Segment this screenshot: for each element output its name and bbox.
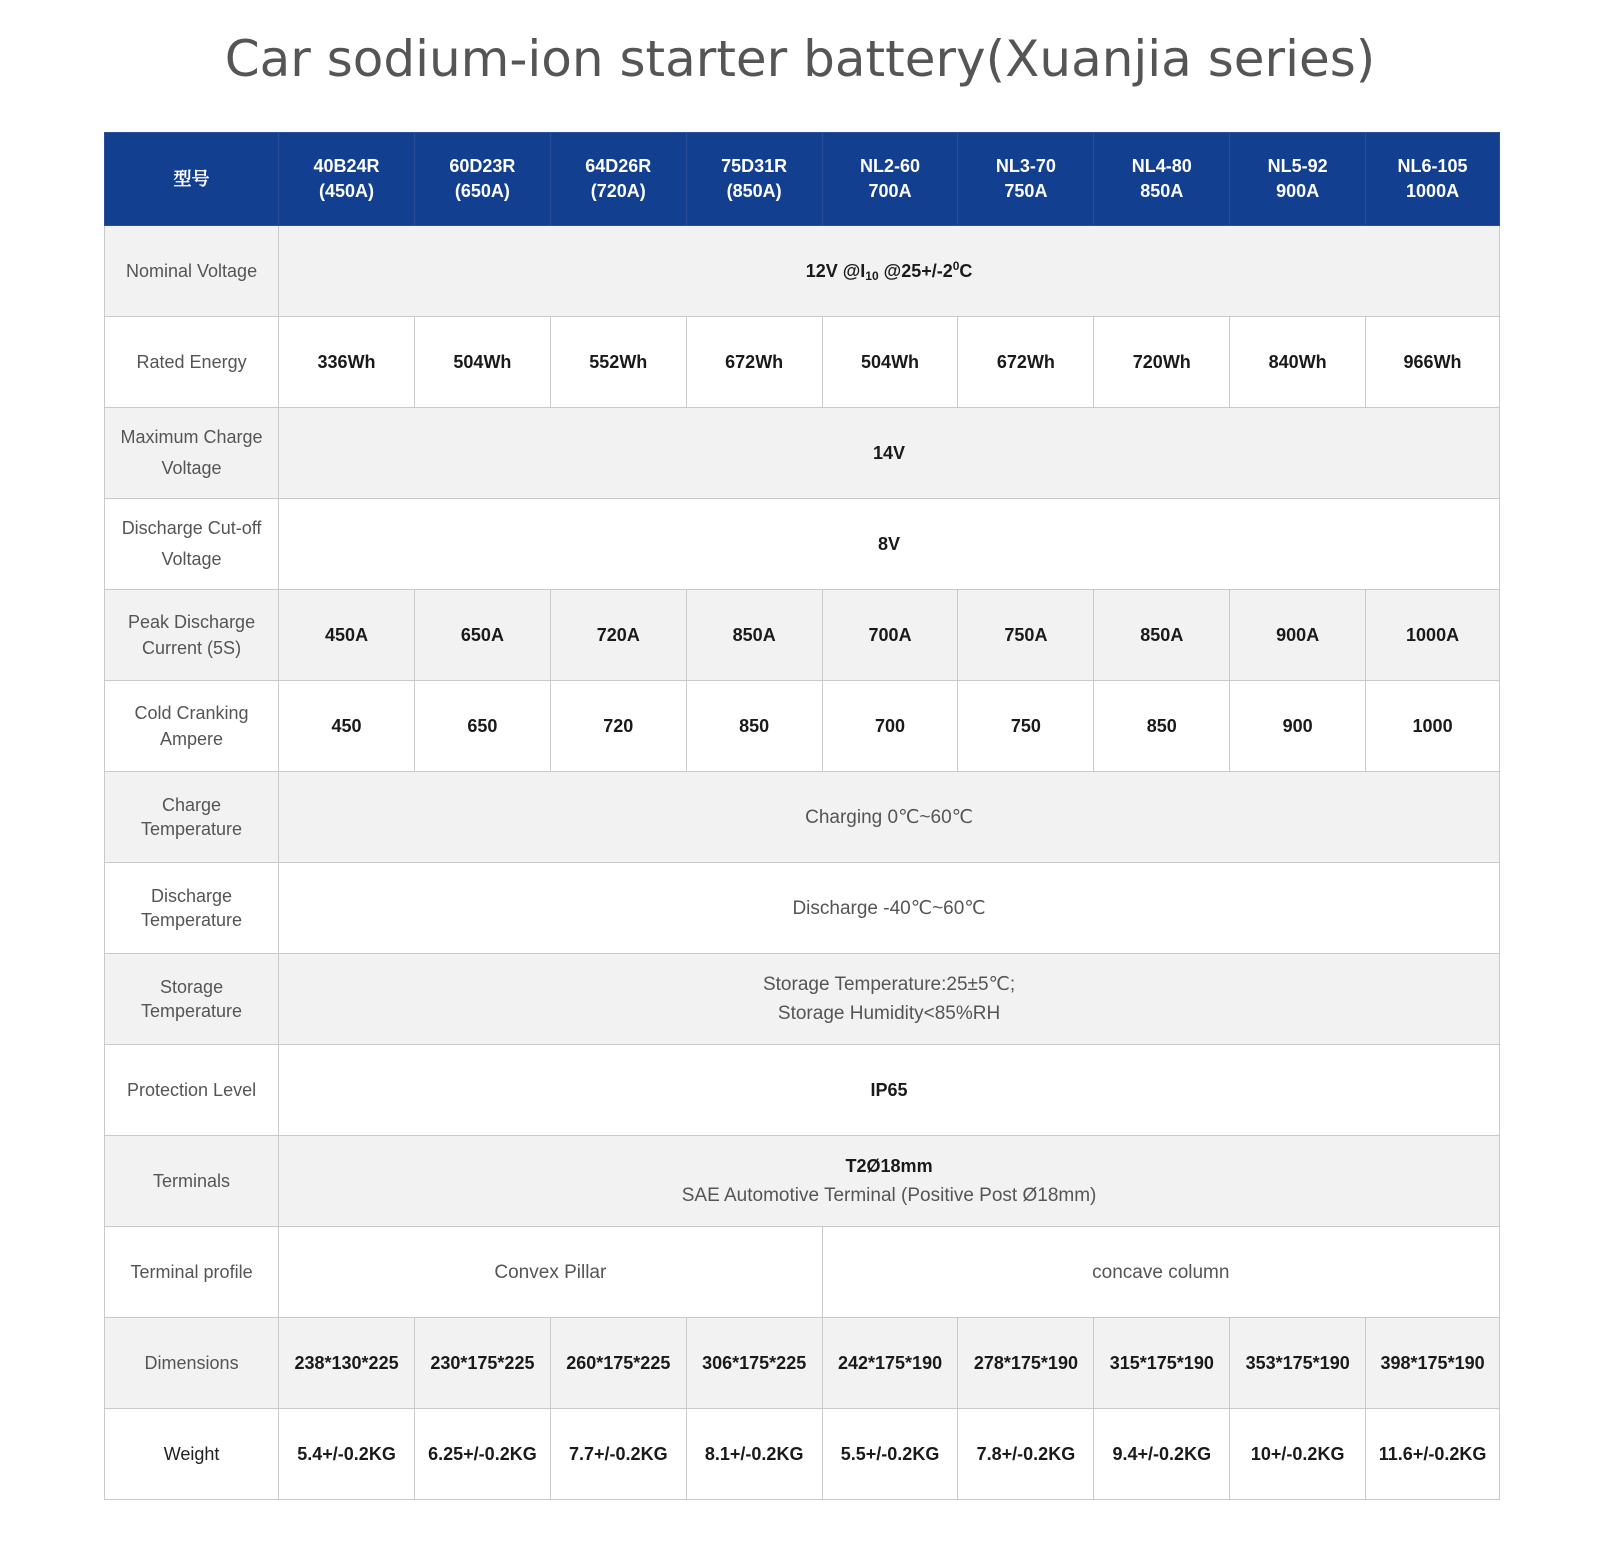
- page-title: Car sodium-ion starter battery(Xuanjia series): [224, 30, 1376, 88]
- table-cell: 840Wh: [1230, 317, 1366, 408]
- model-header: [550, 133, 686, 226]
- table-cell: 750: [958, 681, 1094, 772]
- row-nominal-voltage: [105, 226, 1500, 317]
- table-cell: 672Wh: [958, 317, 1094, 408]
- value-subscript: 10: [865, 269, 879, 283]
- model-name: NL5-92: [1267, 156, 1328, 176]
- table-cell: 720A: [550, 590, 686, 681]
- label-line: Current (5S): [142, 638, 242, 658]
- row-label: [105, 772, 279, 863]
- table-cell: 8.1+/-0.2KG: [686, 1409, 822, 1500]
- value-line: T2Ø18mm: [845, 1156, 933, 1176]
- table-cell: 850A: [686, 590, 822, 681]
- table-cell: 6.25+/-0.2KG: [414, 1409, 550, 1500]
- model-rating: (850A): [726, 181, 782, 201]
- row-label: Terminal profile: [105, 1227, 279, 1318]
- terminal-profile-right: concave column: [822, 1227, 1499, 1318]
- model-rating: (450A): [319, 181, 375, 201]
- nominal-voltage-value: [279, 226, 1500, 317]
- table-cell: 750A: [958, 590, 1094, 681]
- header-corner-cell: 型号: [105, 133, 279, 226]
- model-name: NL6-105: [1397, 156, 1468, 176]
- row-label: Nominal Voltage: [105, 226, 279, 317]
- row-label: [105, 590, 279, 681]
- table-cell: 504Wh: [822, 317, 958, 408]
- table-cell: 650: [414, 681, 550, 772]
- protection-level-value: IP65: [279, 1045, 1500, 1136]
- label-line: Voltage: [161, 458, 222, 478]
- row-label: Dimensions: [105, 1318, 279, 1409]
- model-rating: 850A: [1140, 181, 1184, 201]
- table-cell: 398*175*190: [1366, 1318, 1500, 1409]
- table-cell: 11.6+/-0.2KG: [1366, 1409, 1500, 1500]
- table-cell: 306*175*225: [686, 1318, 822, 1409]
- label-line: Cold Cranking: [134, 703, 249, 723]
- table-cell: 450: [279, 681, 415, 772]
- label-line: Storage: [160, 977, 224, 997]
- table-cell: 700A: [822, 590, 958, 681]
- row-label: Weight: [105, 1409, 279, 1500]
- model-rating: 750A: [1004, 181, 1048, 201]
- model-name: 60D23R: [449, 156, 516, 176]
- row-protection-level: [105, 1045, 1500, 1136]
- header-row: [105, 133, 1500, 226]
- table-cell: 10+/-0.2KG: [1230, 1409, 1366, 1500]
- table-cell: 1000: [1366, 681, 1500, 772]
- row-label: [105, 408, 279, 499]
- model-rating: 700A: [868, 181, 912, 201]
- table-cell: 650A: [414, 590, 550, 681]
- label-line: Voltage: [161, 549, 222, 569]
- model-name: NL2-60: [860, 156, 921, 176]
- table-cell: 700: [822, 681, 958, 772]
- table-cell: 966Wh: [1366, 317, 1500, 408]
- table-cell: 230*175*225: [414, 1318, 550, 1409]
- table-cell: 260*175*225: [550, 1318, 686, 1409]
- label-line: Discharge Cut-off: [121, 518, 262, 538]
- value-line: SAE Automotive Terminal (Positive Post Ø18mm): [681, 1185, 1097, 1206]
- row-rated-energy: [105, 317, 1500, 408]
- table-cell: 278*175*190: [958, 1318, 1094, 1409]
- charge-temperature-value: Charging 0℃~60℃: [279, 772, 1500, 863]
- row-terminals: [105, 1136, 1500, 1227]
- table-cell: 900: [1230, 681, 1366, 772]
- value-text: 12V @I: [805, 261, 866, 281]
- max-charge-voltage-value: 14V: [279, 408, 1500, 499]
- row-peak-discharge: [105, 590, 1500, 681]
- row-label: Protection Level: [105, 1045, 279, 1136]
- model-header: [414, 133, 550, 226]
- model-header: [958, 133, 1094, 226]
- table-cell: 850: [686, 681, 822, 772]
- label-line: Temperature: [141, 819, 243, 839]
- table-cell: 238*130*225: [279, 1318, 415, 1409]
- model-rating: 900A: [1276, 181, 1320, 201]
- spec-table: [104, 132, 1500, 1500]
- storage-temperature-value: [279, 954, 1500, 1045]
- model-header: [822, 133, 958, 226]
- label-line: Temperature: [141, 1001, 243, 1021]
- label-line: Maximum Charge: [120, 427, 263, 447]
- row-label: Rated Energy: [105, 317, 279, 408]
- table-cell: 353*175*190: [1230, 1318, 1366, 1409]
- row-max-charge-voltage: [105, 408, 1500, 499]
- label-line: Peak Discharge: [128, 612, 256, 632]
- row-label: [105, 954, 279, 1045]
- model-header: [1366, 133, 1500, 226]
- value-text: C: [959, 261, 973, 281]
- model-rating: (720A): [590, 181, 646, 201]
- model-rating: (650A): [454, 181, 510, 201]
- row-charge-temperature: [105, 772, 1500, 863]
- value-line: Storage Temperature:25±5℃;: [762, 974, 1016, 995]
- model-name: 40B24R: [313, 156, 380, 176]
- table-cell: 315*175*190: [1094, 1318, 1230, 1409]
- row-label: Terminals: [105, 1136, 279, 1227]
- value-line: Storage Humidity<85%RH: [777, 1003, 1001, 1024]
- row-discharge-cutoff: [105, 499, 1500, 590]
- table-cell: 850: [1094, 681, 1230, 772]
- model-header: [1230, 133, 1366, 226]
- model-header: [1094, 133, 1230, 226]
- table-cell: 1000A: [1366, 590, 1500, 681]
- table-cell: 9.4+/-0.2KG: [1094, 1409, 1230, 1500]
- row-label: [105, 863, 279, 954]
- discharge-temperature-value: Discharge -40℃~60℃: [279, 863, 1500, 954]
- table-cell: 552Wh: [550, 317, 686, 408]
- row-terminal-profile: [105, 1227, 1500, 1318]
- row-cold-cranking: [105, 681, 1500, 772]
- row-discharge-temperature: [105, 863, 1500, 954]
- table-cell: 720Wh: [1094, 317, 1230, 408]
- terminal-profile-left: Convex Pillar: [279, 1227, 823, 1318]
- model-name: 64D26R: [585, 156, 652, 176]
- model-name: 75D31R: [721, 156, 788, 176]
- value-text: @25+/-2: [878, 261, 953, 281]
- row-storage-temperature: [105, 954, 1500, 1045]
- table-cell: 242*175*190: [822, 1318, 958, 1409]
- model-name: NL3-70: [995, 156, 1056, 176]
- model-header: [686, 133, 822, 226]
- label-line: Discharge: [151, 886, 233, 906]
- table-cell: 5.5+/-0.2KG: [822, 1409, 958, 1500]
- terminals-value: [279, 1136, 1500, 1227]
- label-line: Temperature: [141, 910, 243, 930]
- row-dimensions: [105, 1318, 1500, 1409]
- table-cell: 7.8+/-0.2KG: [958, 1409, 1094, 1500]
- table-cell: 900A: [1230, 590, 1366, 681]
- table-cell: 336Wh: [279, 317, 415, 408]
- label-line: Ampere: [160, 729, 224, 749]
- model-header: [279, 133, 415, 226]
- model-rating: 1000A: [1406, 181, 1460, 201]
- table-cell: 7.7+/-0.2KG: [550, 1409, 686, 1500]
- table-cell: 5.4+/-0.2KG: [279, 1409, 415, 1500]
- row-label: [105, 499, 279, 590]
- table-cell: 850A: [1094, 590, 1230, 681]
- row-weight: [105, 1409, 1500, 1500]
- value-superscript: 0: [952, 259, 960, 273]
- table-cell: 672Wh: [686, 317, 822, 408]
- table-cell: 450A: [279, 590, 415, 681]
- row-label: [105, 681, 279, 772]
- table-cell: 504Wh: [414, 317, 550, 408]
- label-line: Charge: [162, 795, 222, 815]
- discharge-cutoff-value: 8V: [279, 499, 1500, 590]
- table-cell: 720: [550, 681, 686, 772]
- model-name: NL4-80: [1131, 156, 1192, 176]
